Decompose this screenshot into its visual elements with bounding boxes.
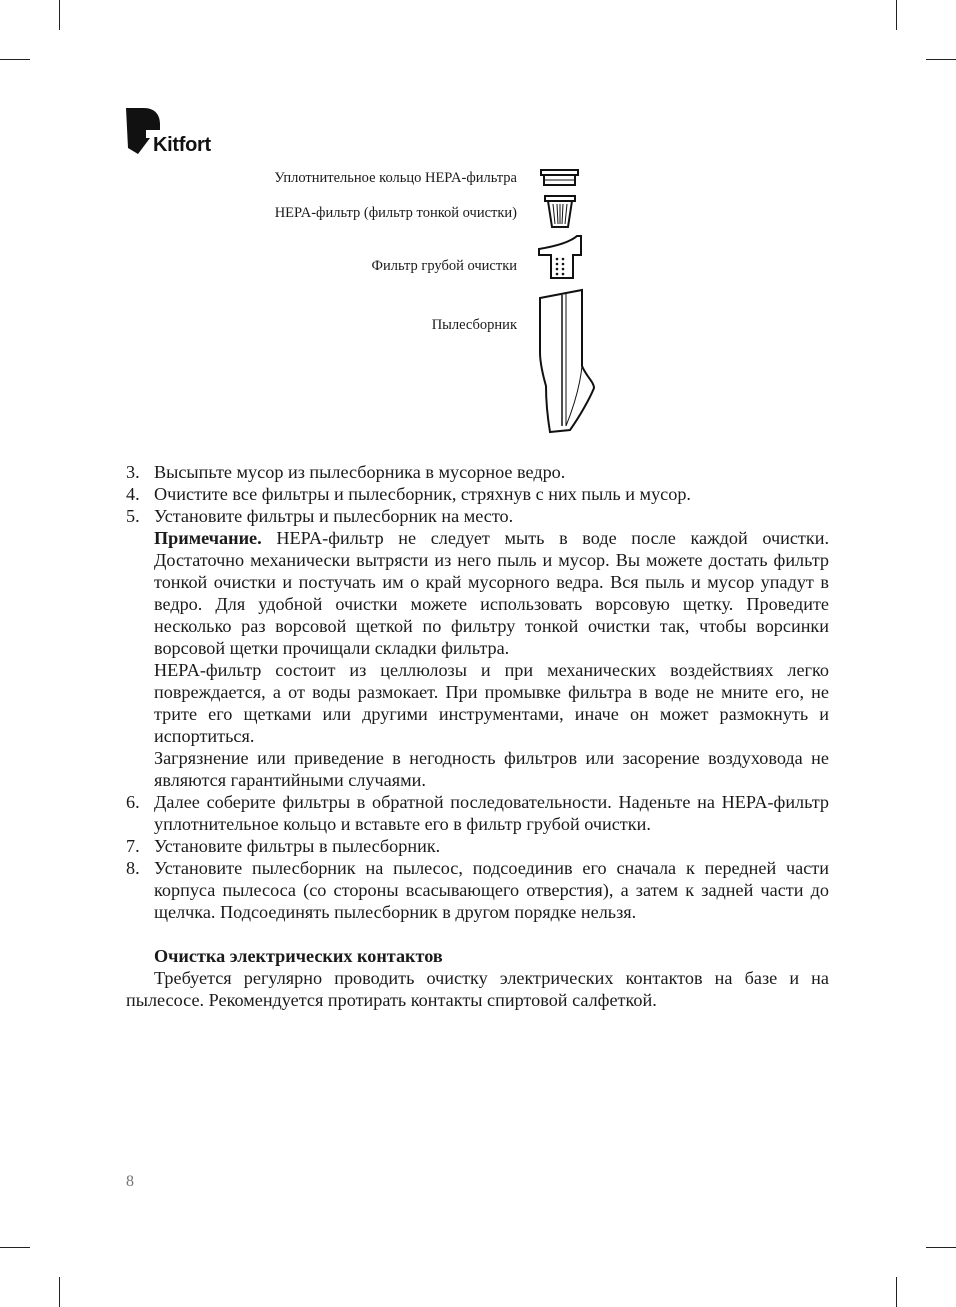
instructions — [126, 461, 829, 1011]
step-number: 5. — [126, 506, 140, 526]
label-coarse-filter: Фильтр грубой очистки — [371, 258, 517, 274]
note-paragraph-3: Загрязнение или приведение в негодность фильтров или засорение воздуховода не являются гарантийными случаями. — [154, 748, 829, 790]
note-label: Примечание. — [154, 528, 262, 548]
section-text: Требуется регулярно проводить очистку электрических контактов на базе и на пылесосе. Рекомендуется протирать контакты спиртовой салфеткой. — [126, 968, 829, 1010]
step-3 — [126, 461, 829, 483]
step-7 — [126, 835, 829, 857]
step-number: 8. — [126, 858, 140, 878]
step-4 — [126, 483, 829, 505]
label-dust-container: Пылесборник — [431, 317, 517, 333]
brand-name: Kitfort — [153, 134, 211, 156]
note-paragraph-2: HEPA-фильтр состоит из целлюлозы и при механических воздействиях легко повреждается, а от воды размокает. При промывке фильтра в воде не мните его, не трите его щетками или другими инструментами, иначе он может размокнуть и испортиться. — [154, 660, 829, 746]
coarse-filter-icon — [537, 233, 585, 281]
sealing-ring-icon — [538, 168, 582, 190]
label-sealing-ring: Уплотнительное кольцо HEPA-фильтра — [274, 170, 517, 186]
crop-mark — [59, 1277, 60, 1307]
step-text: Очистите все фильтры и пылесборник, стряхнув с них пыль и мусор. — [154, 484, 691, 504]
crop-mark — [0, 1247, 30, 1248]
crop-mark — [926, 59, 956, 60]
step-number: 6. — [126, 792, 140, 812]
step-text: Установите пылесборник на пылесос, подсоединив его сначала к передней части корпуса пылесоса (со стороны всасывающего отверстия), а затем к задней части до щелчка. Подсоединять пылесборник в другом порядке нельзя. — [154, 858, 829, 922]
section-title: Очистка электрических контактов — [154, 946, 443, 966]
step-number: 4. — [126, 484, 140, 504]
note-paragraph — [126, 527, 829, 659]
note-text: HEPA-фильтр не следует мыть в воде после каждой очистки. Достаточно механически вытрясти из него пыль и мусор. Вы можете достать фильтр тонкой очистки и постучать им о край мусорного ведра. Вся пыль и мусор упадут в ведро. Для удобной очистки можете использовать ворсовую щетку. Проведите несколько раз ворсовой щеткой по фильтру тонкой очистки так, чтобы ворсинки ворсовой щетки прочищали складки фильтра. — [154, 528, 829, 658]
crop-mark — [896, 0, 897, 30]
step-8 — [126, 857, 829, 923]
hepa-filter-icon — [543, 194, 577, 230]
crop-mark — [59, 0, 60, 30]
label-hepa-filter: HEPA-фильтр (фильтр тонкой очистки) — [274, 205, 517, 221]
crop-mark — [0, 59, 30, 60]
step-text: Высыпьте мусор из пылесборника в мусорное ведро. — [154, 462, 566, 482]
step-text: Далее соберите фильтры в обратной последовательности. Наденьте на HEPA-фильтр уплотнительное кольцо и вставьте его в фильтр грубой очистки. — [154, 792, 829, 834]
step-number: 7. — [126, 836, 140, 856]
step-text: Установите фильтры и пылесборник на место. — [154, 506, 514, 526]
crop-mark — [926, 1247, 956, 1248]
page-number: 8 — [126, 1173, 134, 1190]
step-text: Установите фильтры в пылесборник. — [154, 836, 441, 856]
step-5 — [126, 505, 829, 527]
step-number: 3. — [126, 462, 140, 482]
step-6 — [126, 791, 829, 835]
crop-mark — [896, 1277, 897, 1307]
dust-container-icon — [536, 286, 600, 434]
